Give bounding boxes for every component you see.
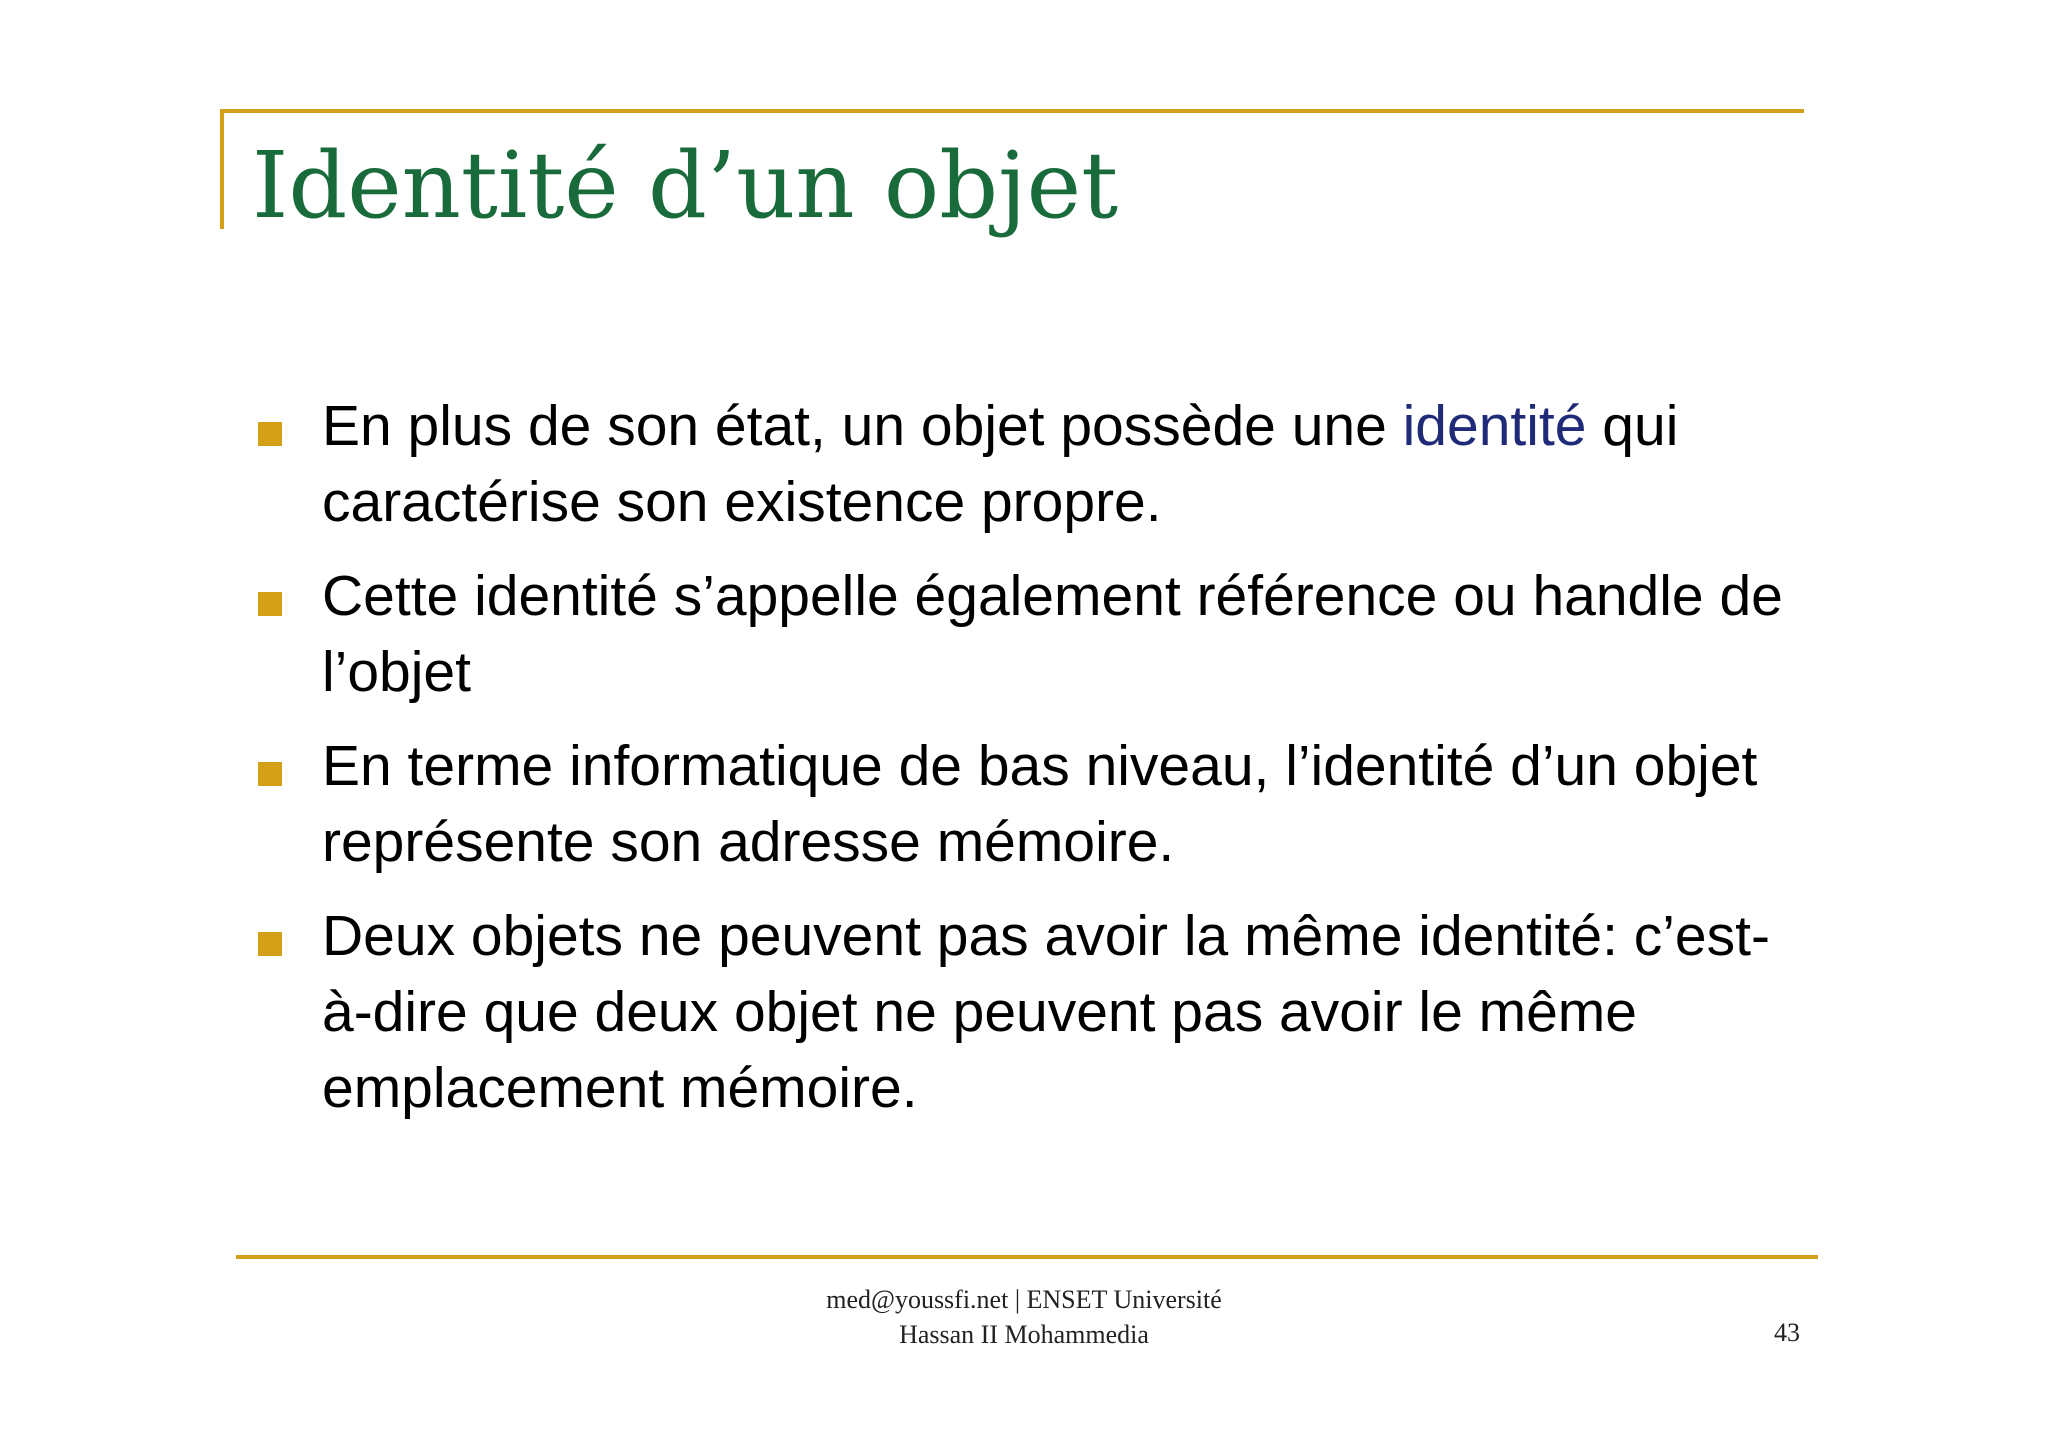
highlighted-term: identité xyxy=(1402,394,1587,458)
bullet-text-1-after: qui caractérise son existence propre. xyxy=(322,394,1679,534)
bullet-item-2 xyxy=(258,558,1818,710)
bullet-text-3: En terme informatique de bas niveau, l’identité d’un objet représente son adresse mémoire. xyxy=(322,734,1758,874)
square-bullet-icon xyxy=(258,932,282,956)
bullet-item-3 xyxy=(258,728,1818,880)
page-number: 43 xyxy=(1774,1318,1800,1347)
square-bullet-icon xyxy=(258,422,282,446)
bullet-list xyxy=(258,388,1818,1144)
bullet-item-1 xyxy=(258,388,1818,540)
footer-credit xyxy=(0,1282,2048,1352)
bullet-text-4: Deux objets ne peuvent pas avoir la même identité: c’est-à-dire que deux objet ne peuvent pas avoir le même emplacement mémoire. xyxy=(322,904,1770,1120)
bullet-text-1-before: En plus de son état, un objet possède une xyxy=(322,394,1403,458)
square-bullet-icon xyxy=(258,762,282,786)
slide-title: Identité d’un objet xyxy=(252,132,1119,239)
footer-credit-line-2: Hassan II Mohammedia xyxy=(899,1320,1149,1349)
footer-rule xyxy=(236,1255,1818,1259)
title-top-rule xyxy=(220,109,1804,113)
square-bullet-icon xyxy=(258,592,282,616)
footer-credit-line-1: med@youssfi.net | ENSET Université xyxy=(826,1285,1222,1314)
bullet-item-4 xyxy=(258,898,1818,1126)
title-left-rule xyxy=(220,109,224,229)
bullet-text-2: Cette identité s’appelle également référence ou handle de l’objet xyxy=(322,564,1783,704)
